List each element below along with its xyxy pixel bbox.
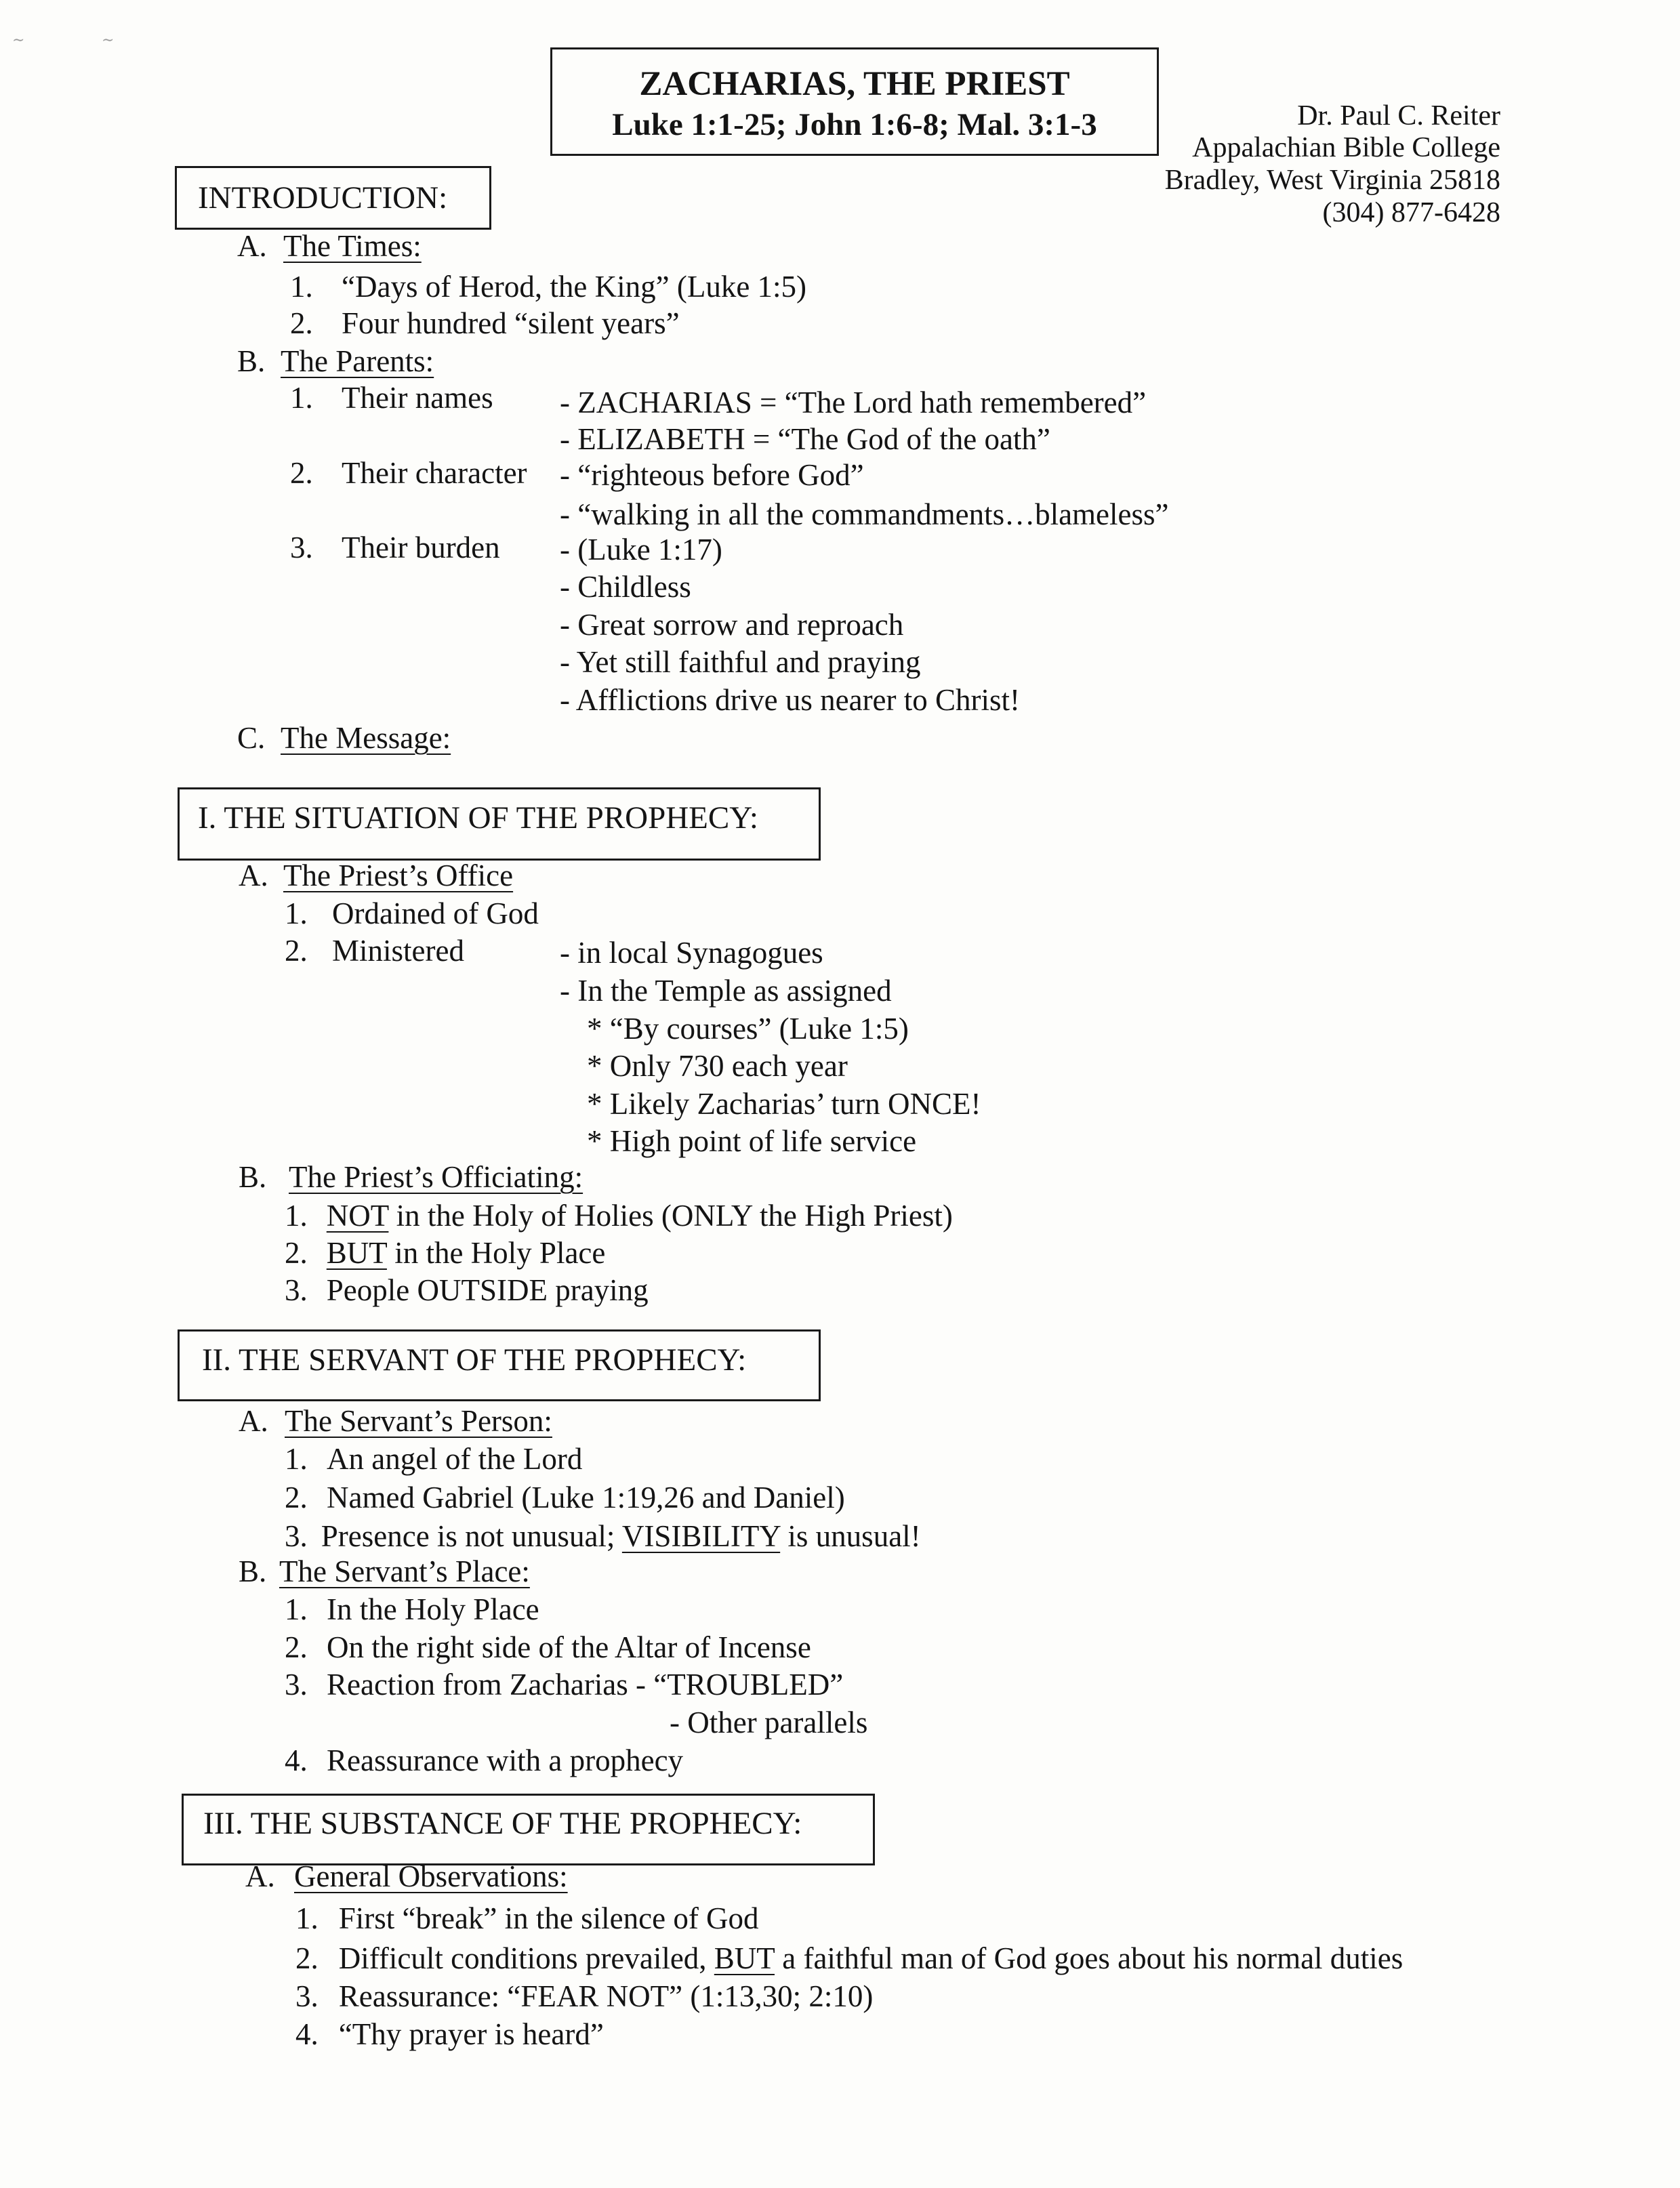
s1-b-letter: B. [239,1160,267,1194]
s3-item-text: “Thy prayer is heard” [338,2017,604,2051]
s3-item-text: First “break” in the silence of God [338,1901,759,1935]
s2-a-label: The Servant’s Person: [285,1404,552,1438]
s3-item-num: 1. [295,1901,319,1935]
s1-a-item-text: Ministered [332,934,464,968]
s2-a-item-text: Presence is not unusual; [321,1519,622,1553]
s2-b-item-text: Reassurance with a prophecy [327,1743,684,1777]
s1-b-item-num: 2. [285,1236,308,1270]
s3-item-num: 3. [295,1979,319,2013]
s3-a-label: General Observations: [294,1859,568,1893]
ministered-line: - In the Temple as assigned [560,974,892,1008]
temple-detail-line: * Likely Zacharias’ turn ONCE! [587,1087,981,1121]
temple-detail-line: * Only 730 each year [587,1049,848,1083]
sermon-title: ZACHARIAS, THE PRIEST [639,65,1070,103]
scripture-references: Luke 1:1-25; John 1:6-8; Mal. 3:1-3 [612,107,1097,142]
s2-b-item-num: 3. [285,1668,308,1701]
parents-row-num: 2. [290,456,313,490]
parents-row-line: - “walking in all the commandments…blameless” [560,497,1169,531]
s2-a-item-num: 2. [285,1481,308,1514]
s3-a-letter: A. [245,1859,275,1893]
s3-item-num: 4. [295,2017,319,2051]
intro-a-label: The Times: [283,229,422,263]
s1-a-item-num: 1. [285,896,308,930]
s3-item [295,2019,604,2050]
intro-a-item-num: 2. [290,306,313,340]
intro-a-letter: A. [237,229,267,263]
s2-b-item-text: Reaction from Zacharias - “TROUBLED” [327,1668,844,1701]
s2-b-item-subline: - Other parallels [670,1706,868,1739]
parents-row-num: 3. [290,531,313,564]
s2-b-item-num: 2. [285,1630,308,1664]
s3-item-num: 2. [295,1941,319,1975]
parents-row-line: - “righteous before God” [560,458,864,492]
parents-row-line: - Yet still faithful and praying [560,645,921,679]
s2-b-letter: B. [239,1554,267,1588]
s2-a-item-num: 1. [285,1442,308,1476]
s3-item [295,1943,1403,1974]
s2-b-item-text: In the Holy Place [327,1592,539,1626]
s3-item [295,1903,759,1934]
s1-a-item-num: 2. [285,934,308,968]
s2-a-item-text: Named Gabriel (Luke 1:19,26 and Daniel) [327,1481,845,1514]
intro-a-item-text: “Days of Herod, the King” (Luke 1:5) [342,270,807,304]
s1-a-letter: A. [239,859,268,892]
college-name: Appalachian Bible College [1192,132,1500,163]
parents-row-line: - Childless [560,570,691,604]
title-box [550,47,1159,156]
s2-a-item-text-end: is unusual! [780,1519,921,1553]
ministered-line: - in local Synagogues [560,936,823,970]
introduction-heading: INTRODUCTION: [198,180,448,215]
s1-b-label: The Priest’s Officiating: [289,1160,583,1194]
s2-b-label: The Servant’s Place: [279,1554,530,1588]
s1-a-label: The Priest’s Office [283,859,514,892]
s1-b-item-text: in the Holy Place [386,1236,606,1270]
s1-b-item-emphasis: BUT [326,1236,387,1270]
parents-row-label: Their burden [342,531,500,564]
section-2-heading: II. THE SERVANT OF THE PROPHECY: [202,1342,747,1378]
s2-a-item-num: 3. [285,1519,308,1553]
s2-a-item [285,1521,921,1552]
s3-item-text: Difficult conditions prevailed, [338,1941,714,1975]
s2-b-item-text: On the right side of the Altar of Incense [327,1630,811,1664]
s1-b-item [285,1238,605,1268]
s3-item-text-end: a faithful man of God goes about his normal duties [774,1941,1404,1975]
s2-b-item-num: 4. [285,1743,308,1777]
intro-c-label: The Message: [281,721,451,755]
intro-b-label: The Parents: [281,344,434,378]
temple-detail-line: * High point of life service [587,1124,917,1158]
scan-speck: ∼ [102,31,115,48]
s1-b-item-num: 3. [285,1273,308,1307]
s3-item-text: Reassurance: “FEAR NOT” (1:13,30; 2:10) [338,1979,874,2013]
section-3-heading: III. THE SUBSTANCE OF THE PROPHECY: [203,1806,802,1841]
parents-row-num: 1. [290,381,313,415]
s1-b-item-num: 1. [285,1199,308,1233]
s1-b-item-text: in the Holy of Holies (ONLY the High Priest) [388,1199,953,1233]
parents-row-line: - Afflictions drive us nearer to Christ! [560,683,1021,717]
s2-a-item-text: An angel of the Lord [327,1442,583,1476]
scan-speck: ∼ [12,31,25,48]
s1-b-item-emphasis: NOT [326,1199,389,1233]
temple-detail-line: * “By courses” (Luke 1:5) [587,1012,909,1046]
parents-row-line: - ZACHARIAS = “The Lord hath remembered” [560,386,1147,419]
parents-row-line: - Great sorrow and reproach [560,608,904,642]
intro-c-letter: C. [237,721,266,755]
s1-b-item [285,1201,953,1231]
intro-a-item-num: 1. [290,270,313,304]
s1-a-item-text: Ordained of God [332,896,539,930]
s1-b-item-text: People OUTSIDE praying [326,1273,649,1307]
s2-a-item-emphasis: VISIBILITY [621,1519,781,1553]
intro-a-item-text: Four hundred “silent years” [342,306,680,340]
s3-item [295,1981,873,2012]
parents-row-label: Their character [342,456,527,490]
s1-b-item [285,1275,649,1306]
author-name: Dr. Paul C. Reiter [1297,100,1500,131]
parents-row-line: - (Luke 1:17) [560,533,722,566]
s2-b-item-num: 1. [285,1592,308,1626]
section-1-heading: I. THE SITUATION OF THE PROPHECY: [198,800,758,835]
college-phone: (304) 877-6428 [1322,197,1500,228]
parents-row-label: Their names [342,381,493,415]
intro-b-letter: B. [237,344,266,378]
college-address: Bradley, West Virginia 25818 [1164,165,1500,196]
parents-row-line: - ELIZABETH = “The God of the oath” [560,422,1050,456]
s3-item-emphasis: BUT [714,1941,775,1975]
s2-a-letter: A. [239,1404,268,1438]
